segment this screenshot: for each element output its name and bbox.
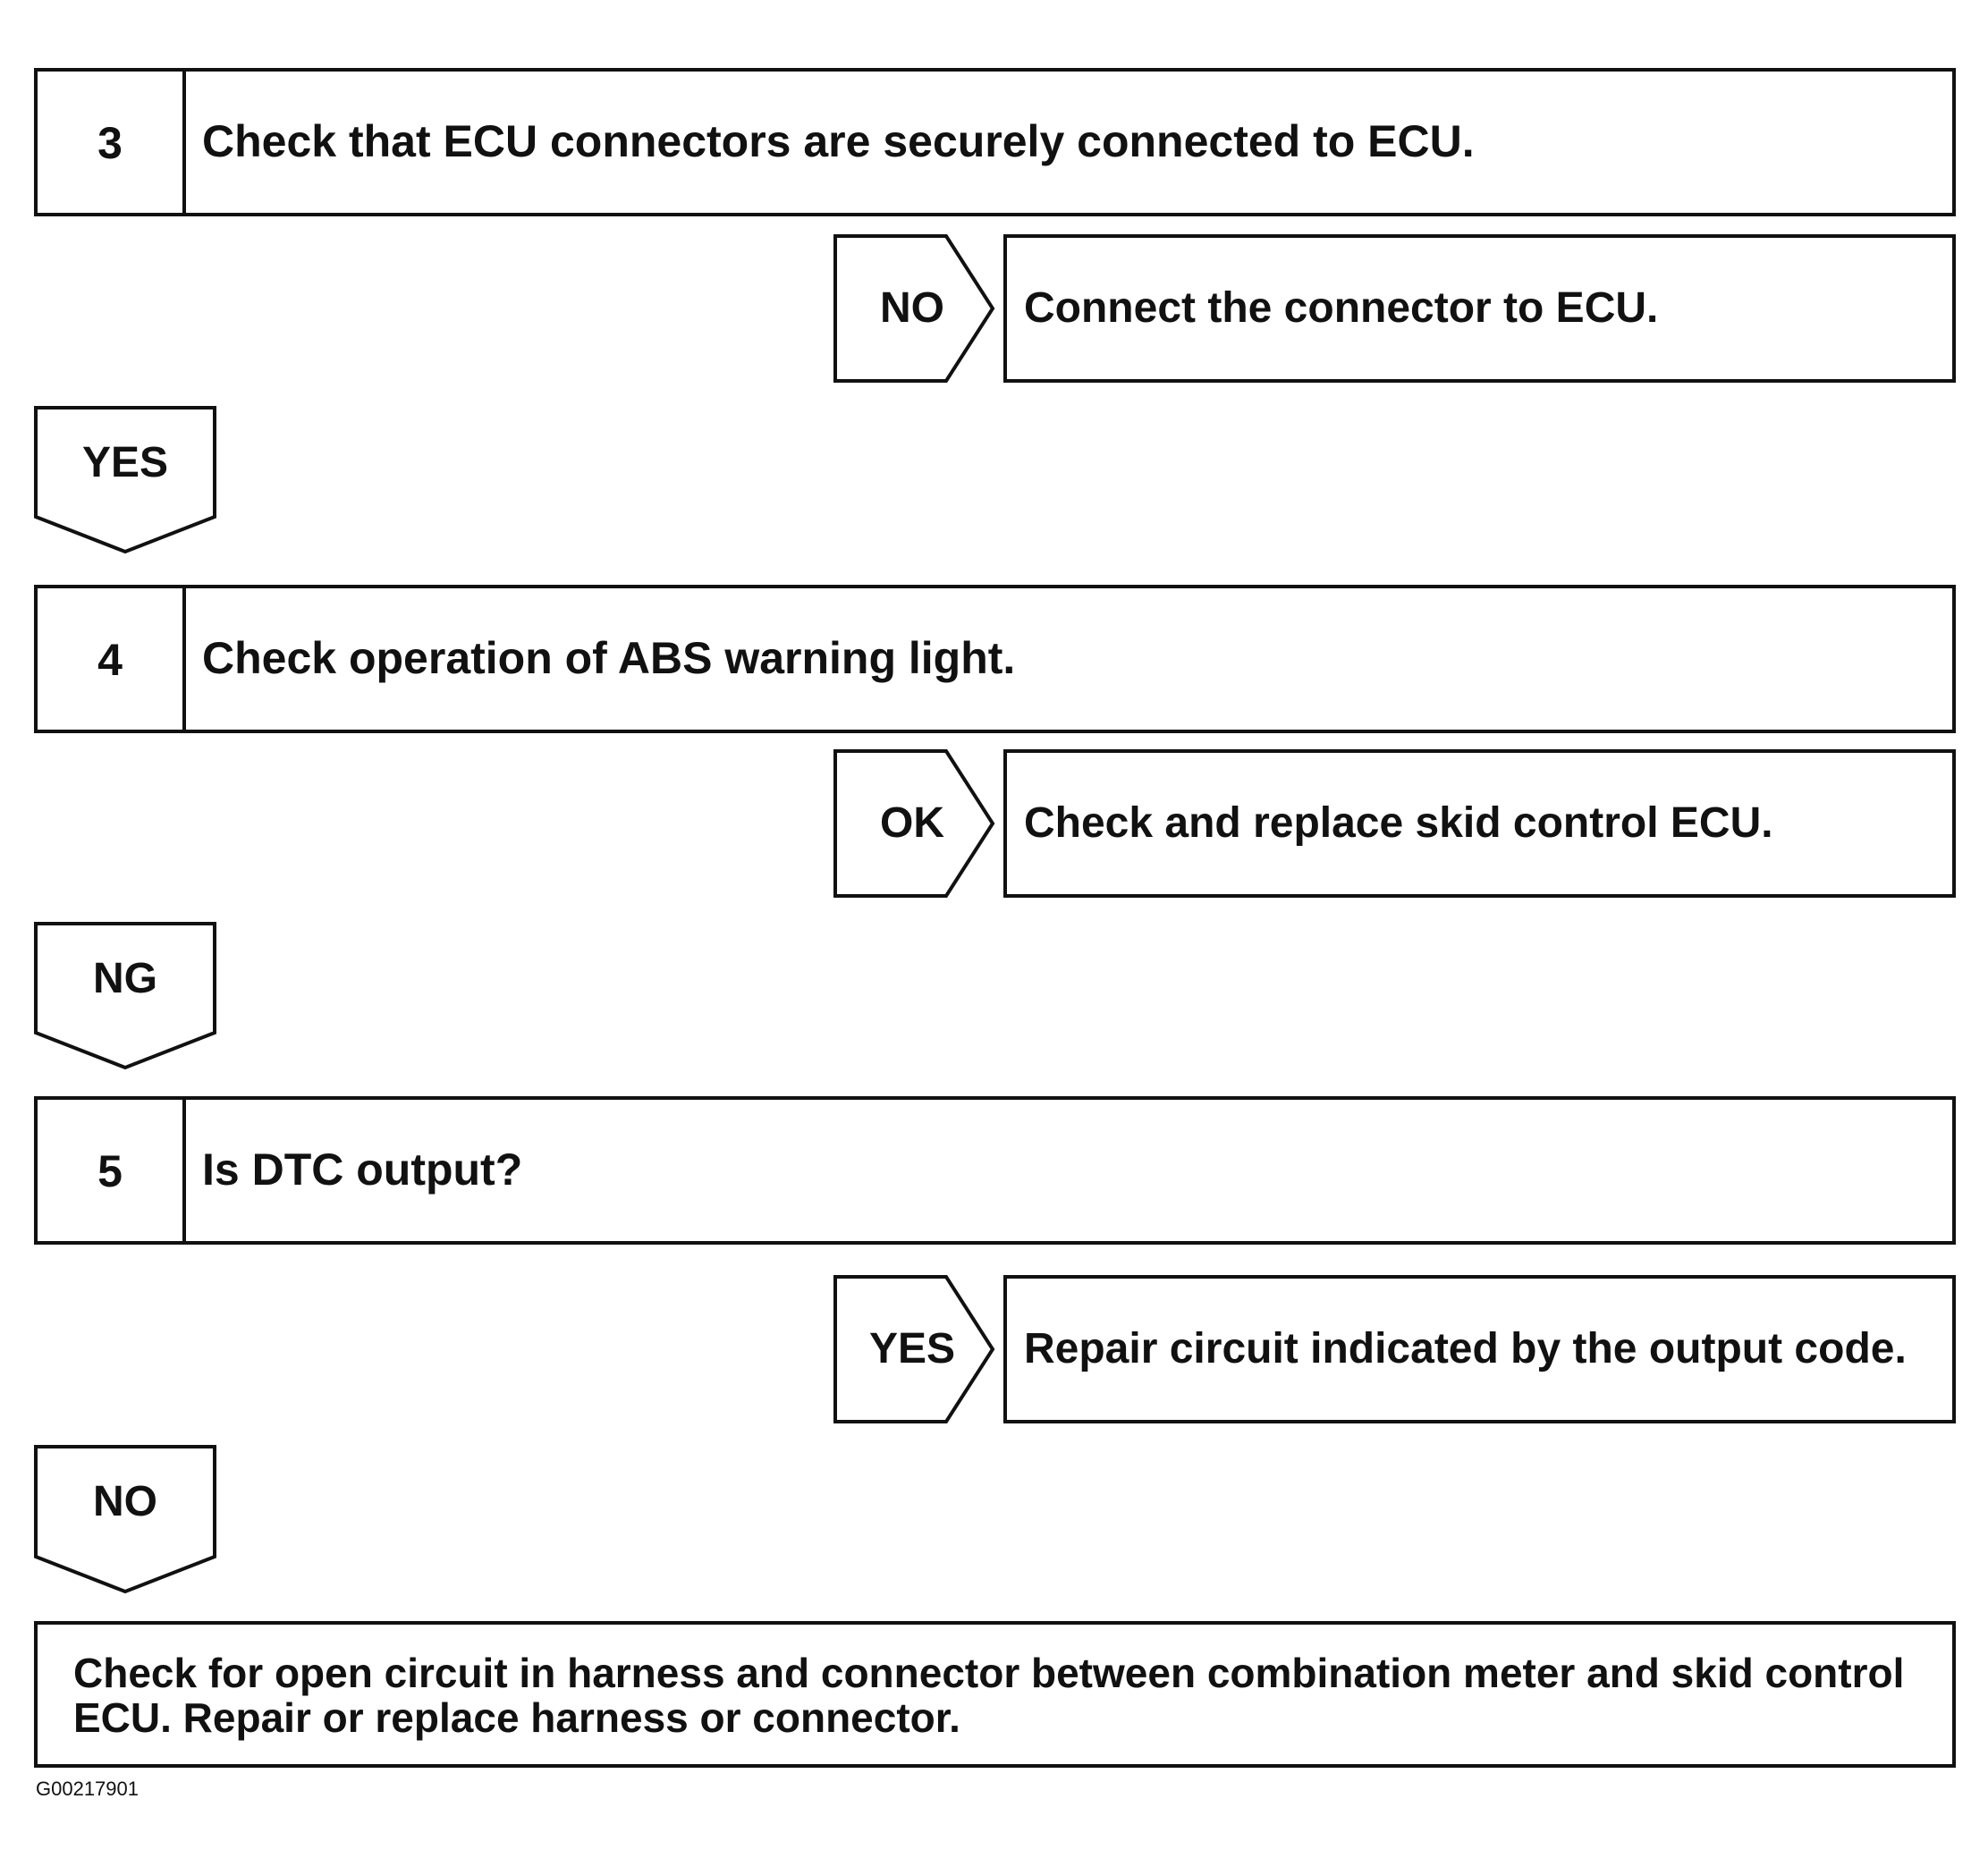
- step-3-text: Check that ECU connectors are securely connected to ECU.: [202, 116, 1475, 166]
- step-3-result-text: Connect the connector to ECU.: [1024, 284, 1659, 332]
- final-text: Check for open circuit in harness and connector between combination meter and skid control ECU. Repair or replace harness or connector.: [73, 1650, 1905, 1741]
- step-4-result-text: Check and replace skid control ECU.: [1024, 799, 1773, 847]
- step-4-ok-label: OK: [880, 799, 944, 847]
- step-5-yes-label: YES: [868, 1325, 956, 1372]
- step-5-text: Is DTC output?: [202, 1144, 523, 1195]
- figure-id: G00217901: [36, 1778, 139, 1800]
- step-4-ng-label: NG: [93, 955, 157, 1002]
- step-3-no-label: NO: [880, 284, 944, 332]
- step-3-number: 3: [97, 118, 123, 168]
- step-4-number: 4: [97, 635, 123, 685]
- step-5-result-text: Repair circuit indicated by the output code.: [1024, 1325, 1907, 1372]
- step-5-number: 5: [97, 1146, 123, 1196]
- step-3-yes-label: YES: [81, 439, 169, 486]
- step-5-no-label: NO: [93, 1478, 157, 1525]
- step-4-text: Check operation of ABS warning light.: [202, 633, 1016, 683]
